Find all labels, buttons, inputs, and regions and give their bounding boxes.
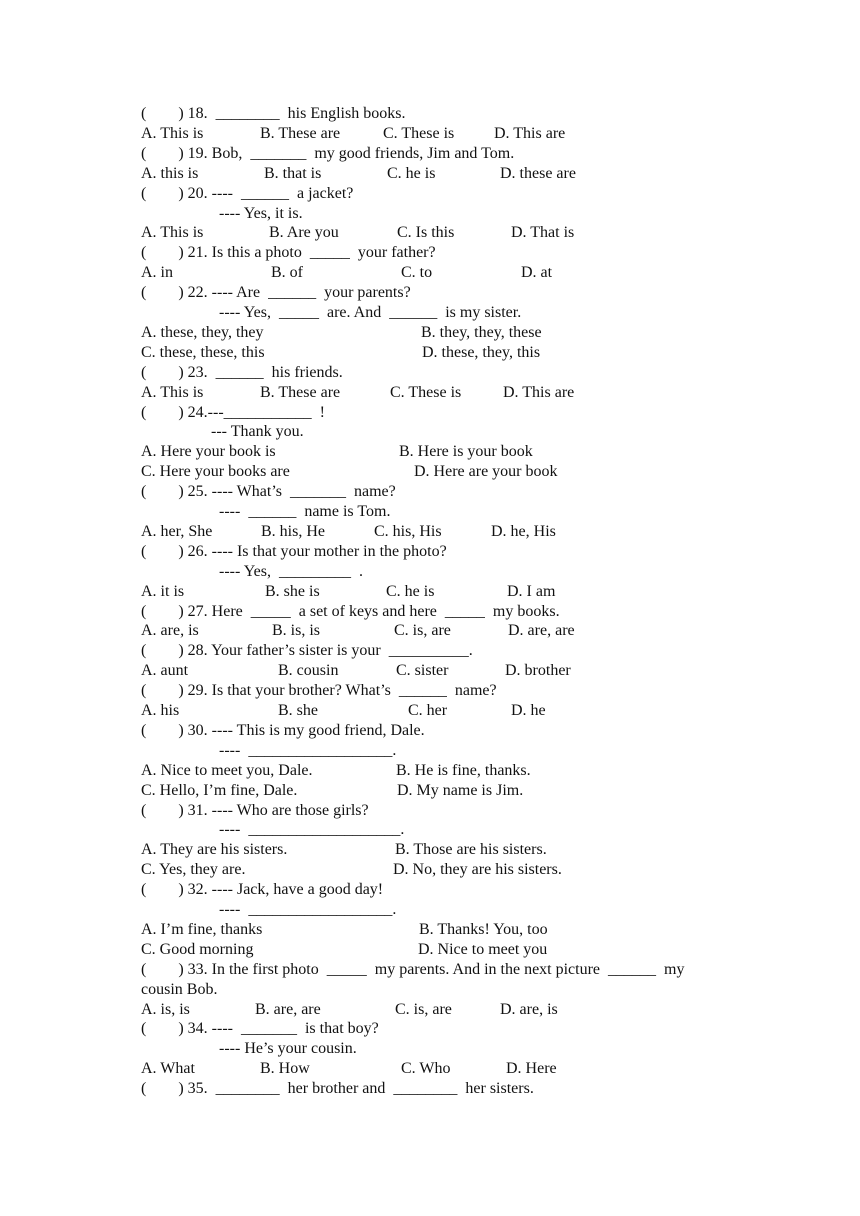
option-text: A. are, is <box>141 622 199 640</box>
question-line: ---- Yes, _________ . <box>219 562 363 580</box>
option-text: D. he <box>511 702 546 719</box>
option-text: D. these, they, this <box>422 343 541 361</box>
option-text: C. her <box>408 702 448 719</box>
option-text: C. Here your books are <box>141 463 290 481</box>
question-line: ( ) 18. ________ his English books. <box>141 105 406 122</box>
option-text: B. she is <box>265 582 320 600</box>
option-text: D. My name is Jim. <box>397 781 524 799</box>
option-text: D. I am <box>507 582 556 600</box>
option-text: D. are, is <box>500 1000 558 1018</box>
option-text: A. in <box>141 264 173 282</box>
option-text: C. sister <box>396 662 449 680</box>
option-text: A. This is <box>141 383 204 401</box>
option-text: C. Yes, they are. <box>141 861 246 879</box>
question-line: ( ) 28. Your father’s sister is your __________. <box>141 642 473 660</box>
question-line: ( ) 34. ---- _______ is that boy? <box>141 1020 379 1038</box>
option-text: D. Here <box>506 1060 557 1078</box>
question-line: ---- ______ name is Tom. <box>219 503 391 520</box>
option-text: D. brother <box>505 662 571 680</box>
option-text: A. these, they, they <box>141 323 264 341</box>
option-text: A. This is <box>141 224 204 242</box>
option-text: D. This are <box>503 383 575 401</box>
option-text: C. Who <box>401 1060 451 1078</box>
question-line: ( ) 21. Is this a photo _____ your father? <box>141 244 436 262</box>
option-text: A. What <box>141 1060 195 1078</box>
question-line: ( ) 22. ---- Are ______ your parents? <box>141 284 411 302</box>
question-line: ---- __________________. <box>219 901 397 918</box>
question-line: ---- Yes, _____ are. And ______ is my sister. <box>219 304 522 321</box>
option-text: B. that is <box>264 164 322 182</box>
option-text: B. These are <box>260 383 341 401</box>
question-line: cousin Bob. <box>141 980 218 998</box>
option-text: B. his, He <box>261 522 325 540</box>
option-text: C. These is <box>383 124 455 142</box>
option-text: B. How <box>260 1060 310 1078</box>
option-text: A. her, She <box>141 522 213 540</box>
option-text: A. this is <box>141 164 199 182</box>
option-text: B. Thanks! You, too <box>419 920 548 938</box>
option-text: B. are, are <box>255 1000 321 1018</box>
option-text: B. Those are his sisters. <box>395 841 547 859</box>
option-text: C. his, His <box>374 522 442 540</box>
question-line: ---- ___________________. <box>219 821 405 839</box>
option-text: D. This are <box>494 124 566 142</box>
option-text: C. he is <box>387 164 436 182</box>
option-text: B. they, they, these <box>421 323 542 341</box>
option-text: A. it is <box>141 582 185 600</box>
option-text: D. That is <box>511 224 575 242</box>
option-text: C. is, are <box>395 1000 452 1018</box>
question-line: --- Thank you. <box>211 423 304 441</box>
option-text: A. Nice to meet you, Dale. <box>141 761 313 779</box>
option-text: C. Good morning <box>141 940 254 958</box>
question-line: ( ) 19. Bob, _______ my good friends, Jim and Tom. <box>141 144 515 162</box>
option-text: C. he is <box>386 582 435 600</box>
option-text: C. to <box>401 264 433 282</box>
option-text: C. these, these, this <box>141 343 265 361</box>
question-line: ( ) 29. Is that your brother? What’s ______ name? <box>141 682 497 700</box>
option-text: C. These is <box>390 383 462 401</box>
question-line: ( ) 23. ______ his friends. <box>141 363 343 381</box>
question-line: ( ) 26. ---- Is that your mother in the photo? <box>141 542 447 560</box>
option-text: B. Are you <box>269 224 339 242</box>
option-text: B. cousin <box>278 662 339 680</box>
option-text: A. They are his sisters. <box>141 841 288 859</box>
question-line: ---- __________________. <box>219 741 397 759</box>
option-text: C. Is this <box>397 224 455 242</box>
option-text: D. he, His <box>491 522 556 540</box>
question-line: ---- He’s your cousin. <box>219 1040 357 1058</box>
question-line: ( ) 20. ---- ______ a jacket? <box>141 184 354 202</box>
option-text: B. Here is your book <box>399 443 533 461</box>
option-text: C. Hello, I’m fine, Dale. <box>141 781 298 799</box>
option-text: B. He is fine, thanks. <box>396 761 531 779</box>
question-line: ( ) 24.---___________ ! <box>141 403 325 421</box>
option-text: A. This is <box>141 124 204 142</box>
option-text: B. These are <box>260 124 341 142</box>
option-text: D. Nice to meet you <box>418 940 548 958</box>
question-line: ( ) 35. ________ her brother and ________ her sisters. <box>141 1080 534 1098</box>
option-text: D. these are <box>500 164 576 182</box>
option-text: D. Here are your book <box>414 463 558 481</box>
option-text: A. Here your book is <box>141 443 276 461</box>
option-text: D. are, are <box>508 622 575 640</box>
option-text: A. is, is <box>141 1000 190 1018</box>
question-line: ---- Yes, it is. <box>219 204 303 222</box>
option-text: A. I’m fine, thanks <box>141 920 263 938</box>
option-text: D. at <box>521 264 553 282</box>
option-text: B. of <box>271 264 303 282</box>
option-text: D. No, they are his sisters. <box>393 861 562 879</box>
question-line: ( ) 32. ---- Jack, have a good day! <box>141 881 384 899</box>
question-line: ( ) 25. ---- What’s _______ name? <box>141 483 396 501</box>
option-text: A. his <box>141 702 180 719</box>
question-line: ( ) 33. In the first photo _____ my parents. And in the next picture ______ my <box>141 960 685 978</box>
question-line: ( ) 27. Here _____ a set of keys and here _____ my books. <box>141 602 560 620</box>
option-text: A. aunt <box>141 662 189 680</box>
question-line: ( ) 30. ---- This is my good friend, Dale. <box>141 721 425 739</box>
option-text: B. is, is <box>272 622 321 640</box>
option-text: C. is, are <box>394 622 451 640</box>
option-text: B. she <box>278 702 318 719</box>
question-line: ( ) 31. ---- Who are those girls? <box>141 801 369 819</box>
